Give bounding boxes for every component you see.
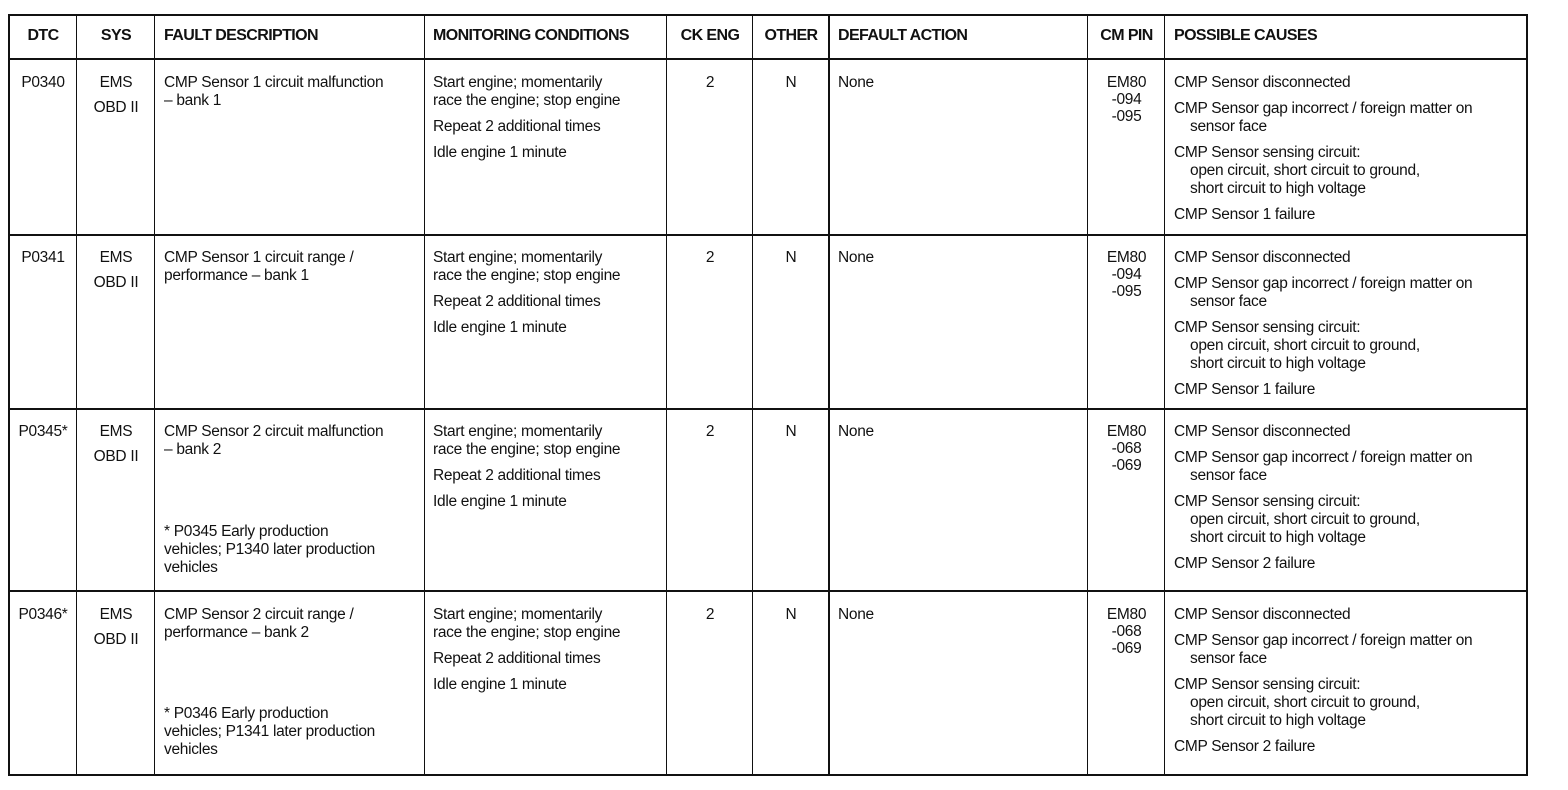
ck-eng-value: 2 bbox=[705, 74, 715, 91]
row-divider bbox=[8, 408, 1528, 410]
fault-line: CMP Sensor 2 circuit range / bbox=[164, 606, 354, 623]
cause-line: open circuit, short circuit to ground, bbox=[1190, 162, 1420, 179]
other-value: N bbox=[785, 249, 797, 266]
dtc-code: P0340 bbox=[21, 74, 65, 91]
system bbox=[78, 74, 154, 117]
fault-description bbox=[164, 606, 353, 642]
fault-description bbox=[164, 423, 383, 459]
system-line: OBD II bbox=[93, 631, 139, 648]
cause-line: CMP Sensor 2 failure bbox=[1174, 555, 1316, 572]
table-border-left bbox=[8, 14, 10, 776]
possible-causes bbox=[1174, 249, 1472, 399]
column-divider bbox=[1164, 14, 1165, 776]
default-action-value: None bbox=[838, 606, 874, 623]
cause-line: CMP Sensor disconnected bbox=[1174, 423, 1351, 440]
monitoring-line: race the engine; stop engine bbox=[433, 92, 621, 109]
monitoring-line: Start engine; momentarily bbox=[433, 423, 603, 440]
fault-line: performance – bank 2 bbox=[164, 624, 309, 641]
dtc-code: P0345* bbox=[18, 423, 68, 440]
header-possible-causes: POSSIBLE CAUSES bbox=[1174, 27, 1318, 44]
cause-line: CMP Sensor gap incorrect / foreign matter on bbox=[1174, 100, 1473, 117]
footnote-line: vehicles; P1341 later production bbox=[164, 723, 375, 740]
header-cm-pin: CM PIN bbox=[1100, 27, 1153, 44]
ck-eng-value: 2 bbox=[705, 249, 715, 266]
monitoring-line: Start engine; momentarily bbox=[433, 606, 603, 623]
default-action-value: None bbox=[838, 249, 874, 266]
system bbox=[78, 423, 154, 466]
system bbox=[78, 249, 154, 292]
cm-pin-line: -068 bbox=[1111, 440, 1142, 457]
fault-description bbox=[164, 249, 353, 285]
monitoring-line: Repeat 2 additional times bbox=[433, 118, 601, 135]
production-footnote bbox=[164, 705, 375, 759]
footnote-line: * P0345 Early production bbox=[164, 523, 329, 540]
cm-pin-line: -094 bbox=[1111, 91, 1142, 108]
cause-line: open circuit, short circuit to ground, bbox=[1190, 337, 1420, 354]
row-divider bbox=[8, 234, 1528, 236]
cause-line: CMP Sensor gap incorrect / foreign matter on bbox=[1174, 449, 1473, 466]
default-action-value: None bbox=[838, 74, 874, 91]
possible-causes bbox=[1174, 74, 1472, 224]
default-action-value: None bbox=[838, 423, 874, 440]
column-divider bbox=[76, 14, 77, 776]
monitoring-conditions bbox=[433, 423, 620, 511]
fault-description bbox=[164, 74, 383, 110]
system-line: EMS bbox=[99, 74, 133, 91]
fault-line: – bank 2 bbox=[164, 441, 222, 458]
system-line: OBD II bbox=[93, 99, 139, 116]
cm-pin-line: -094 bbox=[1111, 266, 1142, 283]
monitoring-line: race the engine; stop engine bbox=[433, 624, 621, 641]
possible-causes bbox=[1174, 423, 1472, 573]
fault-line: CMP Sensor 1 circuit range / bbox=[164, 249, 354, 266]
dtc-code: P0346* bbox=[18, 606, 68, 623]
system-line: EMS bbox=[99, 423, 133, 440]
fault-line: – bank 1 bbox=[164, 92, 222, 109]
cause-line: short circuit to high voltage bbox=[1190, 355, 1366, 372]
system-line: OBD II bbox=[93, 448, 139, 465]
column-divider bbox=[154, 14, 155, 776]
ck-eng-value: 2 bbox=[705, 423, 715, 440]
cm-pin-line: EM80 bbox=[1106, 249, 1147, 266]
monitoring-line: Repeat 2 additional times bbox=[433, 650, 601, 667]
header-default-action: DEFAULT ACTION bbox=[838, 27, 968, 44]
monitoring-line: Repeat 2 additional times bbox=[433, 293, 601, 310]
column-divider bbox=[1087, 14, 1088, 776]
footnote-line: vehicles; P1340 later production bbox=[164, 541, 375, 558]
column-divider bbox=[424, 14, 425, 776]
column-divider bbox=[752, 14, 753, 776]
column-divider bbox=[666, 14, 667, 776]
system-line: EMS bbox=[99, 249, 133, 266]
other-value: N bbox=[785, 606, 797, 623]
cause-line: short circuit to high voltage bbox=[1190, 712, 1366, 729]
table-border-bottom bbox=[8, 774, 1528, 776]
header-monitoring-conditions: MONITORING CONDITIONS bbox=[433, 27, 629, 44]
footnote-line: vehicles bbox=[164, 741, 218, 758]
footnote-line: * P0346 Early production bbox=[164, 705, 329, 722]
fault-line: CMP Sensor 1 circuit malfunction bbox=[164, 74, 384, 91]
system bbox=[78, 606, 154, 649]
cm-pin-line: -095 bbox=[1111, 283, 1142, 300]
monitoring-line: Idle engine 1 minute bbox=[433, 676, 567, 693]
cm-pin-line: -068 bbox=[1111, 623, 1142, 640]
cm-pin bbox=[1089, 74, 1164, 125]
cause-line: sensor face bbox=[1190, 118, 1267, 135]
column-divider bbox=[828, 14, 830, 776]
system-line: OBD II bbox=[93, 274, 139, 291]
cause-line: CMP Sensor gap incorrect / foreign matter on bbox=[1174, 632, 1473, 649]
monitoring-line: Idle engine 1 minute bbox=[433, 493, 567, 510]
cm-pin-line: -069 bbox=[1111, 640, 1142, 657]
header-fault-description: FAULT DESCRIPTION bbox=[164, 27, 318, 44]
table-border-right bbox=[1526, 14, 1528, 776]
monitoring-line: race the engine; stop engine bbox=[433, 267, 621, 284]
cause-line: CMP Sensor 2 failure bbox=[1174, 738, 1316, 755]
monitoring-line: Start engine; momentarily bbox=[433, 249, 603, 266]
cause-line: CMP Sensor disconnected bbox=[1174, 74, 1351, 91]
other-value: N bbox=[785, 74, 797, 91]
cm-pin bbox=[1089, 423, 1164, 474]
monitoring-line: Repeat 2 additional times bbox=[433, 467, 601, 484]
monitoring-conditions bbox=[433, 606, 620, 694]
cause-line: sensor face bbox=[1190, 467, 1267, 484]
cause-line: short circuit to high voltage bbox=[1190, 529, 1366, 546]
fault-line: CMP Sensor 2 circuit malfunction bbox=[164, 423, 384, 440]
header-dtc: DTC bbox=[27, 27, 59, 44]
cause-line: open circuit, short circuit to ground, bbox=[1190, 511, 1420, 528]
cm-pin-line: EM80 bbox=[1106, 74, 1147, 91]
dtc-table bbox=[8, 14, 1528, 776]
header-divider bbox=[8, 58, 1528, 60]
monitoring-line: Idle engine 1 minute bbox=[433, 319, 567, 336]
fault-line: performance – bank 1 bbox=[164, 267, 309, 284]
cause-line: CMP Sensor gap incorrect / foreign matter on bbox=[1174, 275, 1473, 292]
monitoring-line: Start engine; momentarily bbox=[433, 74, 603, 91]
monitoring-conditions bbox=[433, 249, 620, 337]
header-other: OTHER bbox=[764, 27, 818, 44]
cause-line: CMP Sensor 1 failure bbox=[1174, 381, 1316, 398]
cm-pin-line: EM80 bbox=[1106, 423, 1147, 440]
monitoring-line: race the engine; stop engine bbox=[433, 441, 621, 458]
header-sys: SYS bbox=[100, 27, 132, 44]
cm-pin-line: EM80 bbox=[1106, 606, 1147, 623]
production-footnote bbox=[164, 523, 375, 577]
cm-pin bbox=[1089, 249, 1164, 300]
cause-line: CMP Sensor sensing circuit: bbox=[1174, 319, 1361, 336]
monitoring-line: Idle engine 1 minute bbox=[433, 144, 567, 161]
dtc-code: P0341 bbox=[21, 249, 65, 266]
cause-line: short circuit to high voltage bbox=[1190, 180, 1366, 197]
row-divider bbox=[8, 590, 1528, 592]
system-line: EMS bbox=[99, 606, 133, 623]
footnote-line: vehicles bbox=[164, 559, 218, 576]
cause-line: sensor face bbox=[1190, 650, 1267, 667]
cause-line: sensor face bbox=[1190, 293, 1267, 310]
cm-pin bbox=[1089, 606, 1164, 657]
cause-line: CMP Sensor disconnected bbox=[1174, 249, 1351, 266]
cause-line: CMP Sensor sensing circuit: bbox=[1174, 493, 1361, 510]
cause-line: CMP Sensor sensing circuit: bbox=[1174, 144, 1361, 161]
monitoring-conditions bbox=[433, 74, 620, 162]
cause-line: CMP Sensor disconnected bbox=[1174, 606, 1351, 623]
possible-causes bbox=[1174, 606, 1472, 756]
other-value: N bbox=[785, 423, 797, 440]
header-ck-eng: CK ENG bbox=[680, 27, 740, 44]
cause-line: CMP Sensor sensing circuit: bbox=[1174, 676, 1361, 693]
cause-line: CMP Sensor 1 failure bbox=[1174, 206, 1316, 223]
cm-pin-line: -069 bbox=[1111, 457, 1142, 474]
cause-line: open circuit, short circuit to ground, bbox=[1190, 694, 1420, 711]
ck-eng-value: 2 bbox=[705, 606, 715, 623]
cm-pin-line: -095 bbox=[1111, 108, 1142, 125]
